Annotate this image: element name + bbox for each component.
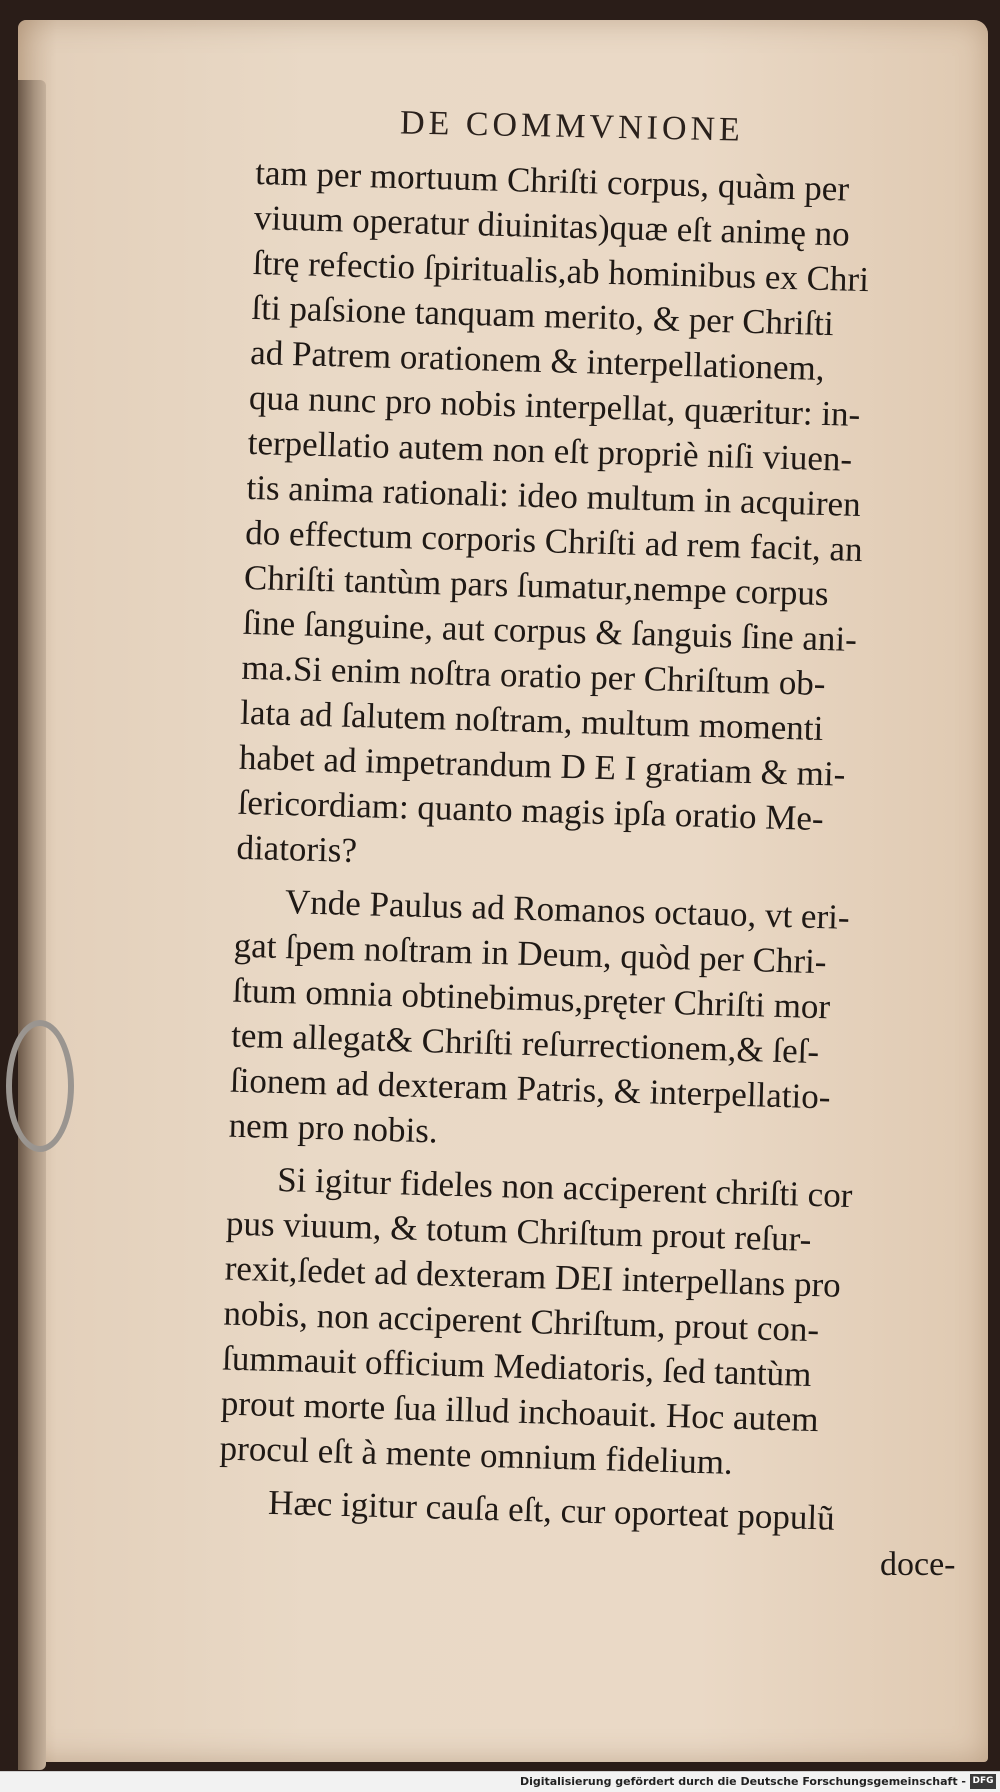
- text-line: ad Patrem orationem & interpellationem,: [249, 332, 826, 388]
- text-line: Si igitur fideles non acciperent chriſti cor: [276, 1160, 853, 1216]
- digitization-footer: [0, 1771, 1000, 1792]
- text-block: [218, 150, 976, 1544]
- catchword: doce-: [880, 1546, 956, 1583]
- text-line: do effectum corporis Chriſti ad rem facit, an: [244, 512, 864, 570]
- text-line: pus viuum, & totum Chriſtum prout reſur-: [225, 1203, 812, 1259]
- paragraph-1: [236, 150, 976, 890]
- text-line: Hæc igitur cauſa eſt, cur oporteat populũ: [267, 1482, 836, 1538]
- text-line: ſti paſsione tanquam merito, & per Chriſti: [251, 287, 835, 344]
- funding-credit: Digitalisierung gefördert durch die Deutsche Forschungsgemeinschaft -: [519, 1775, 966, 1788]
- clasp-ring: [6, 1020, 74, 1152]
- text-line: habet ad impetrandum D E I gratiam & mi-: [238, 737, 846, 794]
- paragraph-3: [219, 1156, 948, 1491]
- text-line: viuum operatur diuinitas)quæ eſt animę no: [253, 197, 851, 254]
- page-edges: [18, 80, 46, 1770]
- text-line: ſericordiam: quanto magis ipſa oratio Me-: [237, 782, 825, 839]
- text-line: prout morte ſua illud inchoauit. Hoc autem: [220, 1383, 820, 1440]
- text-line: ma.Si enim noſtra oratio per Chriſtum ob-: [241, 647, 827, 704]
- text-line: lata ad ſalutem noſtram, multum momenti: [239, 692, 824, 749]
- text-line: Vnde Paulus ad Romanos octauo, vt eri-: [284, 882, 851, 937]
- text-line: procul eſt à mente omnium fidelium.: [219, 1428, 734, 1482]
- text-line: tam per mortuum Chriſti corpus, quàm per: [254, 152, 850, 209]
- text-line: ſummauit officium Mediatoris, ſed tantùm: [221, 1338, 812, 1394]
- text-line: rexit,ſedet ad dexteram DEI interpellans pro: [224, 1248, 842, 1305]
- text-line: tem allegat& Chriſti reſurrectionem,& ſeſ-: [230, 1015, 820, 1072]
- text-line: qua nunc pro nobis interpellat, quæritur: in-: [248, 377, 861, 434]
- text-line: diatoris?: [235, 827, 358, 871]
- text-line: tis anima rationali: ideo multum in acquiren: [246, 467, 862, 525]
- text-line: terpellatio autem non eſt propriè niſi viuen-: [247, 422, 853, 479]
- text-line: ſionem ad dexteram Patris, & interpellatio-: [229, 1060, 832, 1117]
- text-line: ſtum omnia obtinebimus,pręter Chriſti mor: [231, 970, 831, 1027]
- text-line: ſine ſanguine, aut corpus & ſanguis ſine ani-: [242, 602, 858, 659]
- text-line: nobis, non acciperent Chriſtum, prout con-: [222, 1293, 820, 1350]
- text-line: gat ſpem noſtram in Deum, quòd per Chri-: [233, 925, 828, 982]
- paragraph-2: [228, 878, 955, 1168]
- text-line: nem pro nobis.: [228, 1105, 439, 1151]
- dfg-logo: DFG: [970, 1774, 996, 1789]
- text-line: ſtrę refectio ſpiritualis,ab hominibus ex Chri: [252, 242, 870, 300]
- text-line: Chriſti tantùm pars ſumatur,nempe corpus: [243, 557, 830, 614]
- running-head: DE COMMVNIONE: [399, 104, 745, 149]
